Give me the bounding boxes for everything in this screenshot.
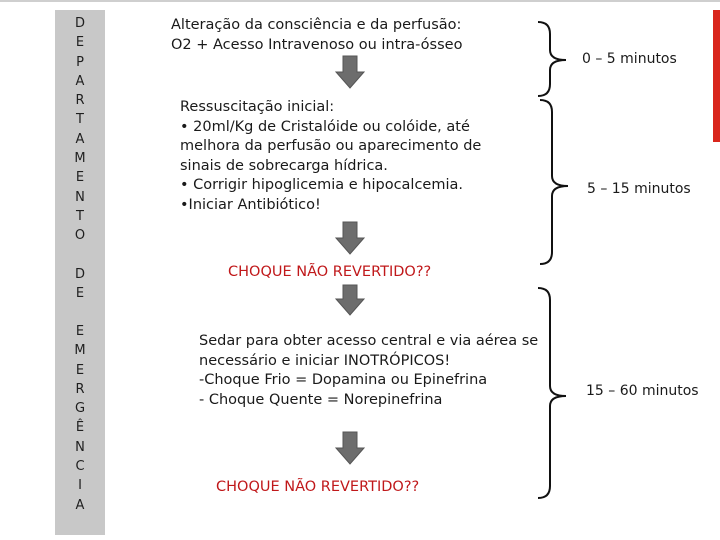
step2-line: melhora da perfusão ou aparecimento de <box>180 138 482 154</box>
sidebar-letter: T <box>76 112 84 128</box>
bracket-15-60 <box>538 288 566 498</box>
sidebar-letter: A <box>75 131 85 147</box>
time-15-60: 15 – 60 minutos <box>586 383 699 399</box>
sidebar-letter: R <box>75 93 85 109</box>
sidebar-letter: D <box>74 16 85 31</box>
sidebar-letter: N <box>75 189 85 205</box>
sidebar-letter: A <box>75 497 85 513</box>
down-arrow-icon <box>336 222 364 254</box>
sidebar-letter: I <box>78 478 82 494</box>
sidebar-letter: E <box>75 362 85 378</box>
down-arrow-icon <box>336 56 364 88</box>
step3-line: -Choque Frio = Dopamina ou Epinefrina <box>199 372 488 388</box>
step2-line: • Corrigir hipoglicemia e hipocalcemia. <box>180 177 464 193</box>
step2-line: • 20ml/Kg de Cristalóide ou colóide, até <box>180 118 470 135</box>
step3-line: necessário e iniciar INOTRÓPICOS! <box>199 352 451 369</box>
sidebar-letter: M <box>74 151 86 167</box>
sidebar-letter: C <box>75 459 85 475</box>
step3-line: Sedar para obter acesso central e via aérea se <box>199 333 539 349</box>
step3-line: - Choque Quente = Norepinefrina <box>199 391 443 408</box>
sidebar-letter: P <box>76 54 84 70</box>
time-0-5: 0 – 5 minutos <box>582 51 677 67</box>
sidebar-letter: E <box>75 286 85 302</box>
sidebar-letter: E <box>75 35 85 51</box>
step2-line: •Iniciar Antibiótico! <box>180 196 321 213</box>
shock-not-reverted-2: CHOQUE NÃO REVERTIDO?? <box>216 479 420 495</box>
sidebar-letter: A <box>75 73 85 89</box>
sidebar-letter: N <box>75 439 85 455</box>
shock-not-reverted-1: CHOQUE NÃO REVERTIDO?? <box>228 264 432 280</box>
step1-line: Alteração da consciência e da perfusão: <box>171 17 462 33</box>
sidebar-letter: R <box>75 381 85 397</box>
bracket-5-15 <box>540 100 568 264</box>
bracket-0-5 <box>538 22 566 96</box>
time-5-15: 5 – 15 minutos <box>587 181 691 197</box>
sidebar-letter: D <box>74 267 85 282</box>
step1-line: O2 + Acesso Intravenoso ou intra-ósseo <box>171 36 463 53</box>
sidebar-letter: E <box>75 324 85 339</box>
down-arrow-icon <box>336 285 364 315</box>
down-arrow-icon <box>336 432 364 464</box>
step2-line: Ressuscitação inicial: <box>180 99 335 115</box>
sidebar-letter: T <box>76 208 84 224</box>
sidebar-letter: M <box>74 343 86 359</box>
sidebar-letter: Ê <box>75 420 85 436</box>
sidebar-letter: E <box>75 170 85 186</box>
step2-line: sinais de sobrecarga hídrica. <box>180 157 388 174</box>
sidebar-letter: G <box>74 401 86 417</box>
sidebar-letter: O <box>74 228 86 244</box>
